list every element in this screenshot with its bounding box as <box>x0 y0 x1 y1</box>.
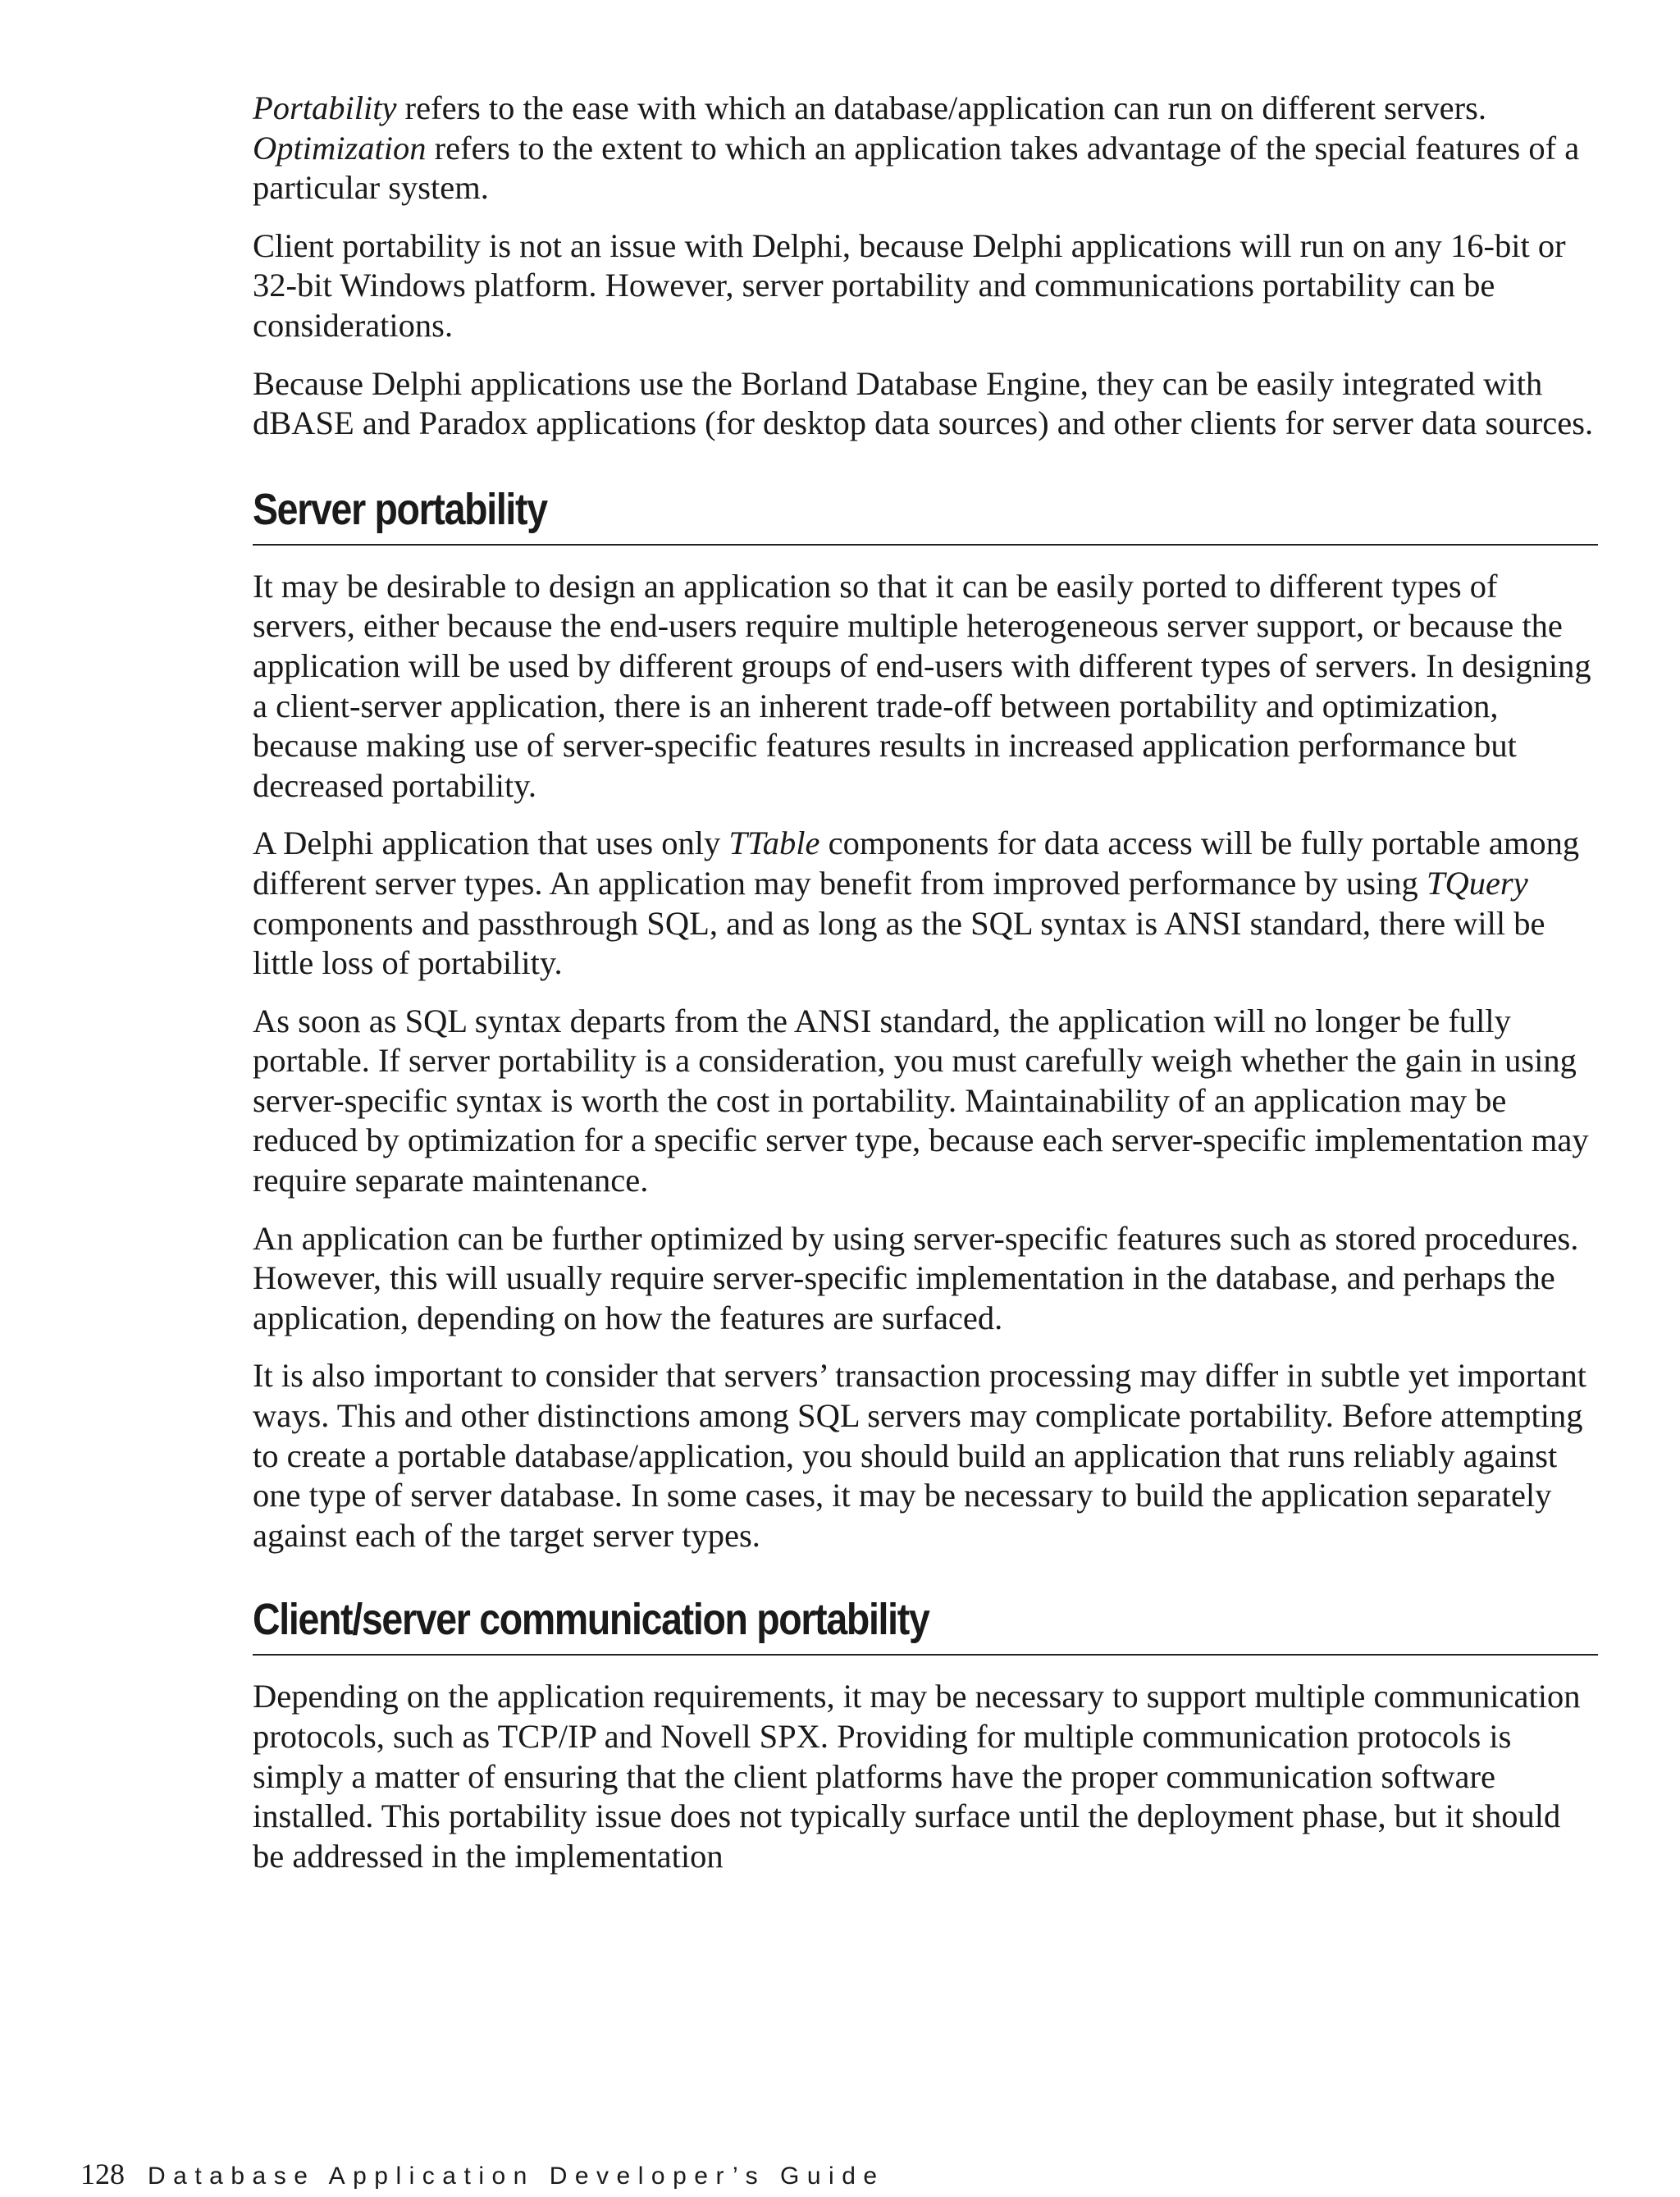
server-paragraph-2-text-b: components for data access will be fully portable among different server types. An application may benefit from improved performance by using <box>253 824 1580 902</box>
server-paragraph-4: An application can be further optimized by using server-specific features such as stored procedures. However, this will usually require server-specific implementation in the database, and perhaps the application, depending on how the features are surfaced. <box>253 1219 1579 1336</box>
server-paragraph-2 <box>253 824 1598 983</box>
heading-server-portability: Server portability <box>253 484 547 534</box>
server-paragraph-3: As soon as SQL syntax departs from the ANSI standard, the application will no longer be fully portable. If server portability is a consideration, you must carefully weigh whether the gain in using server-specific syntax is worth the cost in portability. Maintainability of an application may be reduced by optimization for a specific server type, because each server-specific implementation may require separate maintenance. <box>253 1002 1589 1199</box>
communication-paragraph-1: Depending on the application requirements, it may be necessary to support multiple communication protocols, such as TCP/IP and Novell SPX. Providing for multiple communication protocols is simply a matter of ensuring that the client platforms have the proper communication software installed. This portability issue does not typically surface until the deployment phase, but it should be addressed in the implementation <box>253 1678 1581 1875</box>
heading-rule <box>253 544 1598 546</box>
intro-paragraph-1 <box>253 89 1598 208</box>
term-portability: Portability <box>253 89 397 126</box>
server-paragraph-2-text-c: components and passthrough SQL, and as long as the SQL syntax is ANSI standard, there will be little loss of portability. <box>253 904 1545 982</box>
intro-paragraph-1-text-b: refers to the extent to which an application takes advantage of the special features of a particular system. <box>253 129 1580 207</box>
page-body <box>253 89 1598 1894</box>
term-tquery: TQuery <box>1426 864 1528 902</box>
heading-rule <box>253 1654 1598 1656</box>
server-paragraph-5: It is also important to consider that servers’ transaction processing may differ in subtle yet important ways. This and other distinctions among SQL servers may complicate portability. Before attempting to create a portable database/application, you should build an application that runs reliably against one type of server database. In some cases, it may be necessary to build the application separately against each of the target server types. <box>253 1357 1586 1554</box>
page-number: 128 <box>80 2158 125 2190</box>
intro-paragraph-2: Client portability is not an issue with Delphi, because Delphi applications will run on any 16-bit or 32-bit Windows platform. However, server portability and communications portability can be considerations. <box>253 226 1566 344</box>
server-paragraph-2-text-a: A Delphi application that uses only <box>253 824 729 862</box>
term-optimization: Optimization <box>253 129 427 167</box>
intro-paragraph-3: Because Delphi applications use the Borland Database Engine, they can be easily integrated with dBASE and Paradox applications (for desktop data sources) and other clients for server data sources. <box>253 364 1594 442</box>
page-footer <box>80 2158 885 2190</box>
book-title: Database Application Developer’s Guide <box>148 2163 885 2190</box>
term-ttable: TTable <box>728 824 820 862</box>
server-paragraph-1: It may be desirable to design an application so that it can be easily ported to different types of servers, either because the end-users require multiple heterogeneous server support, or because the application will be used by different groups of end-users with different types of servers. In designing a client-server application, there is an inherent trade-off between portability and optimization, because making use of server-specific features results in increased application performance but decreased portability. <box>253 567 1591 804</box>
heading-communication-portability: Client/server communication portability <box>253 1595 929 1645</box>
intro-paragraph-1-text-a: refers to the ease with which an database/application can run on different servers. <box>396 89 1486 126</box>
